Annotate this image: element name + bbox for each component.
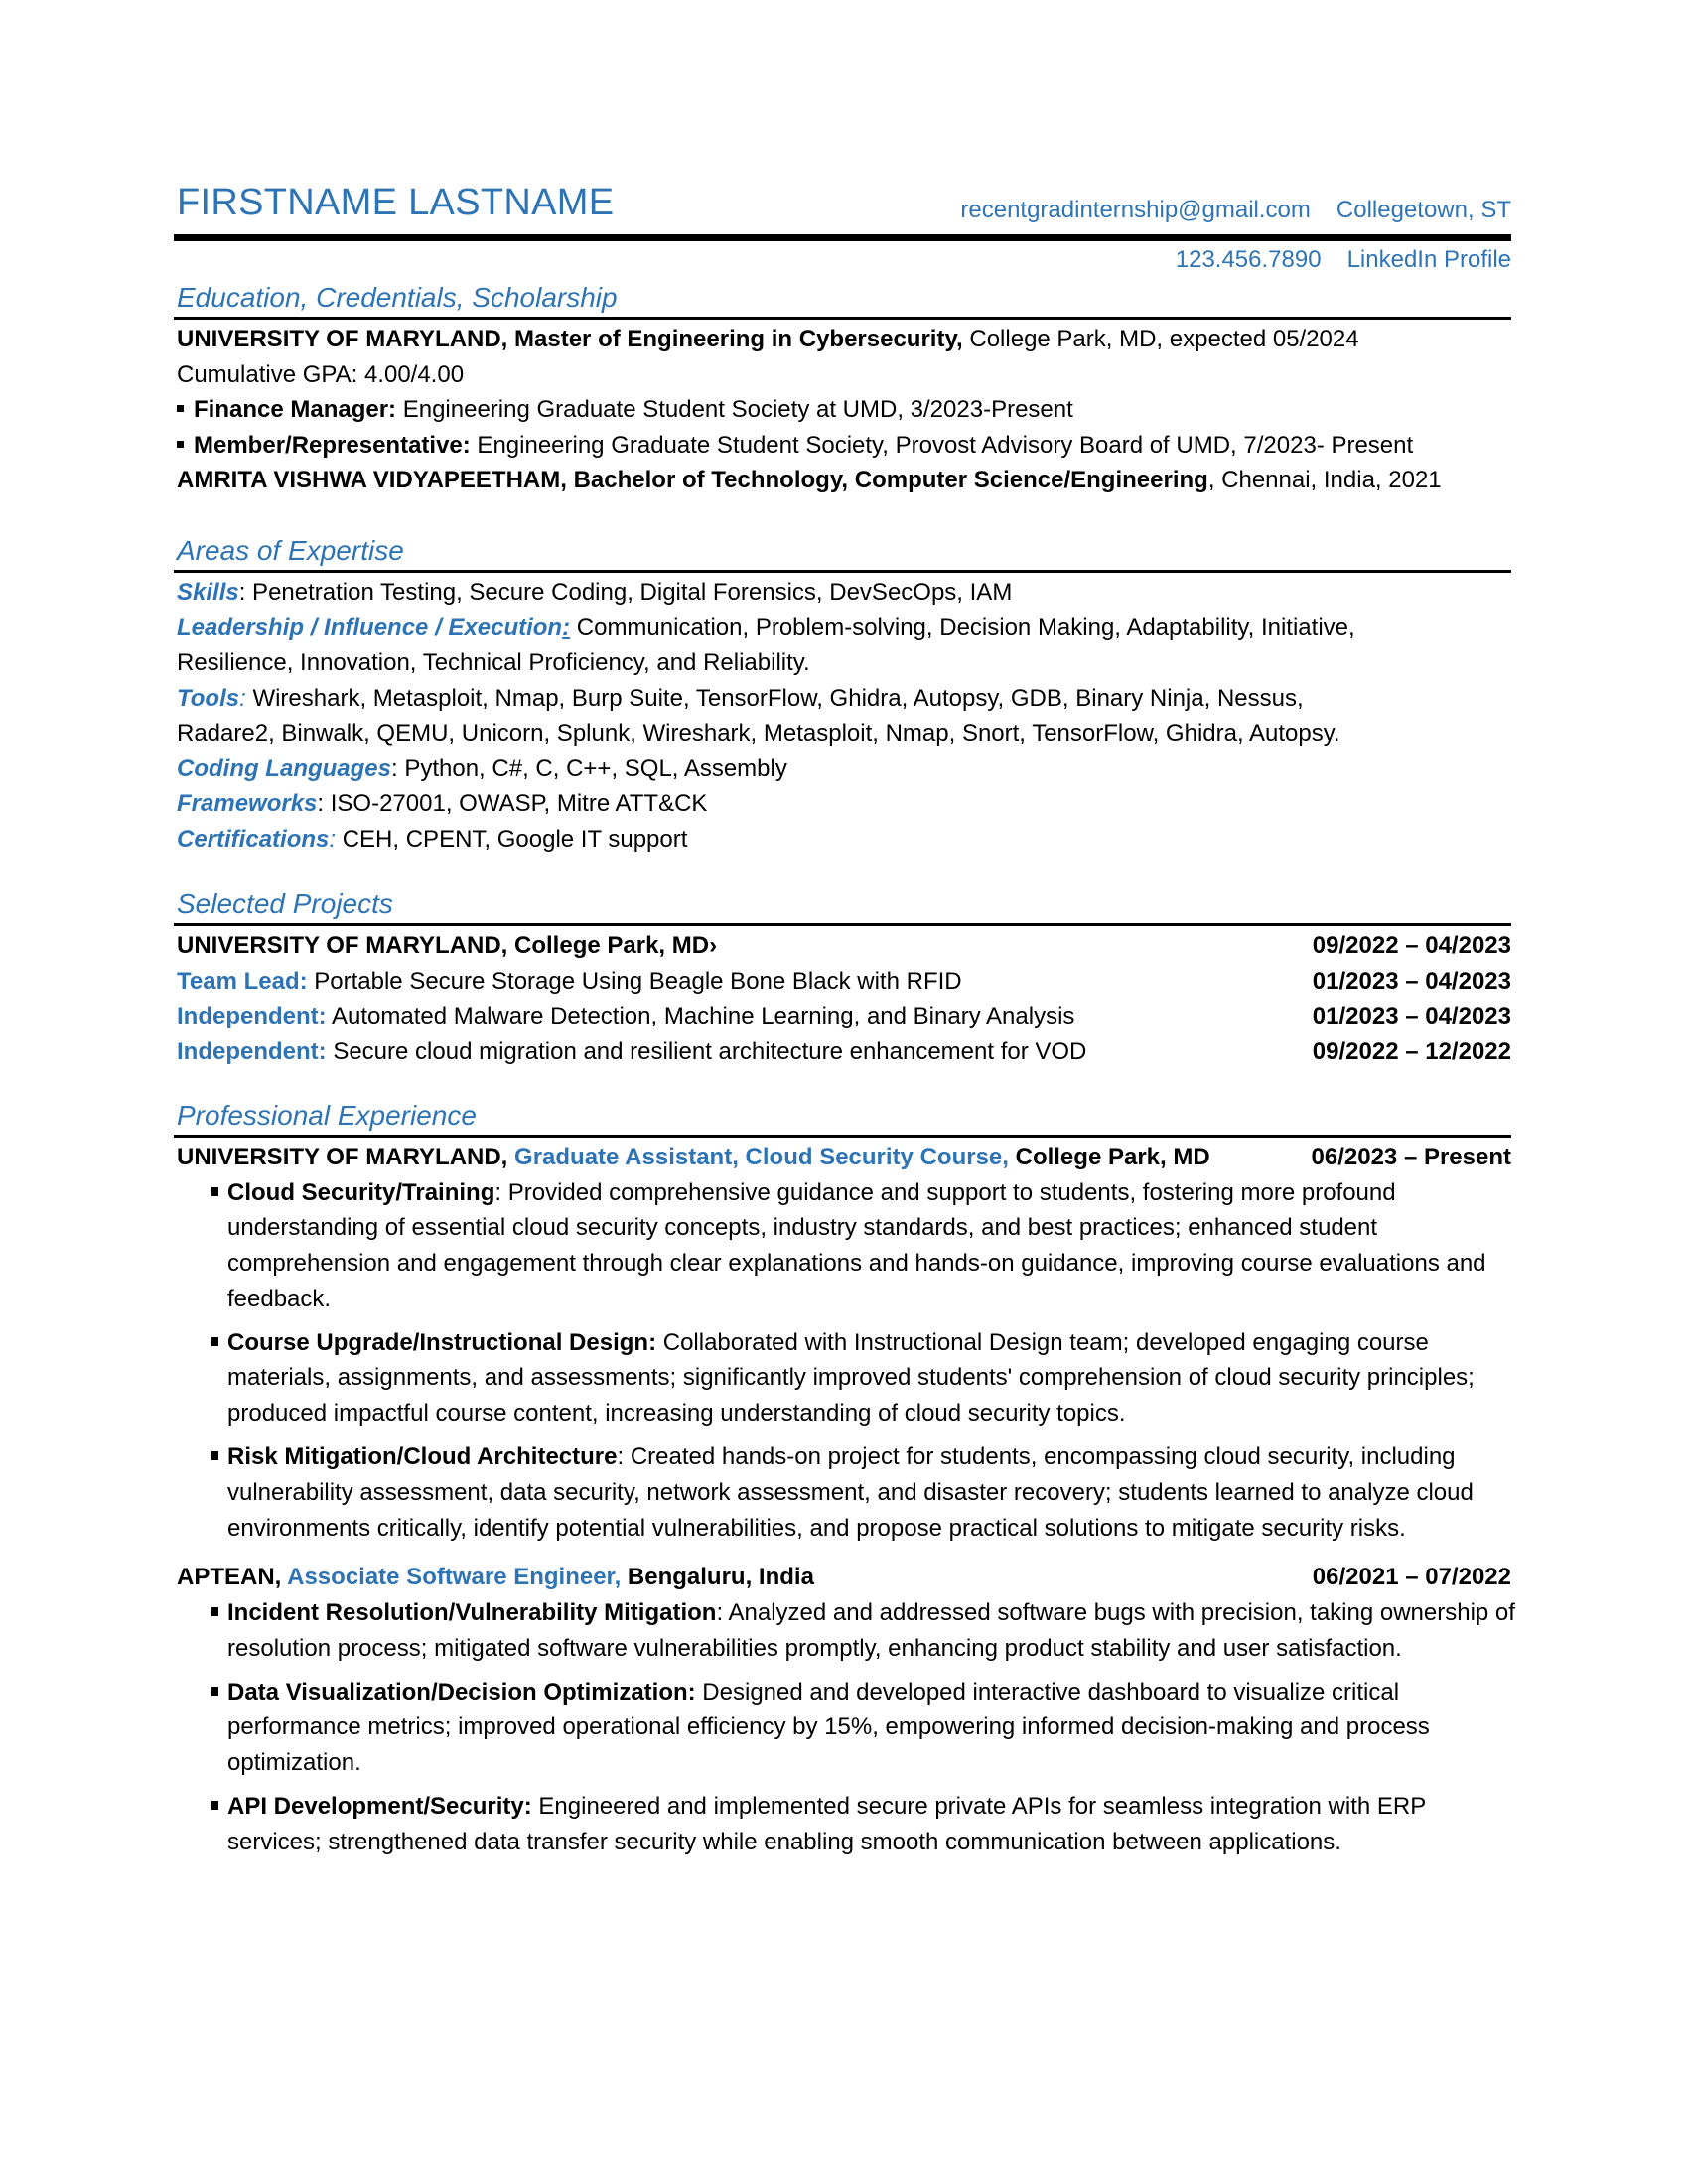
school-name: UNIVERSITY OF MARYLAND, — [177, 326, 515, 352]
degree-details: , Chennai, India, 2021 — [1207, 467, 1442, 493]
expertise-text: Wireshark, Metasploit, Nmap, Burp Suite, TensorFlow, Ghidra, Autopsy, GDB, Binary Ninja, Nessus, — [245, 684, 1304, 712]
expertise-label: Certifications — [177, 825, 330, 853]
school-name: AMRITA VISHWA VIDYAPEETHAM, — [177, 467, 574, 493]
square-bullet-icon — [211, 1337, 218, 1346]
job-header — [177, 1560, 1511, 1595]
bullet-label: Risk Mitigation/Cloud Architecture — [227, 1443, 618, 1471]
location-text: Collegetown, ST — [1336, 197, 1511, 223]
education-entry-umd — [177, 322, 1511, 357]
contact-line-2 — [1176, 246, 1511, 274]
square-bullet-icon — [177, 405, 184, 412]
square-bullet-icon — [211, 1801, 218, 1810]
square-bullet-icon — [177, 441, 184, 448]
header-divider — [174, 234, 1511, 241]
expertise-label: Frameworks — [177, 790, 318, 817]
expertise-item-certifications — [177, 822, 1511, 858]
education-role — [177, 428, 1511, 464]
expertise-sep: : — [238, 579, 246, 606]
job-location: Bengaluru, India — [621, 1564, 814, 1591]
job-entry — [177, 1560, 1515, 1859]
bullet-sep: : — [617, 1443, 625, 1471]
project-row — [177, 1034, 1511, 1070]
project-date: 01/2023 – 04/2023 — [1312, 967, 1511, 995]
job-bullet — [177, 1175, 1518, 1317]
expertise-sep: : — [239, 684, 246, 712]
job-header — [177, 1140, 1511, 1175]
square-bullet-icon — [211, 1187, 218, 1196]
expertise-label: Tools — [177, 684, 240, 712]
contact-line-1 — [960, 197, 1511, 224]
job-bullets — [177, 1175, 1511, 1547]
expertise-text: ISO-27001, OWASP, Mitre ATT&CK — [324, 790, 708, 817]
expertise-section — [177, 532, 1511, 857]
job-org: APTEAN, — [177, 1564, 288, 1591]
expertise-sep: : — [317, 790, 325, 817]
expertise-label: Coding Languages — [177, 754, 391, 782]
expertise-text-continued: Resilience, Innovation, Technical Proficiency, and Reliability. — [177, 649, 810, 676]
linkedin-link[interactable]: LinkedIn Profile — [1346, 246, 1511, 273]
bullet-text: Engineered and implemented secure private APIs for seamless integration with ERP services; strengthened data transfer security while enabling smooth communication between applications. — [227, 1792, 1426, 1855]
expertise-item-frameworks — [177, 786, 1511, 822]
email-link[interactable]: recentgradinternship@gmail.com — [960, 197, 1311, 223]
expertise-text: Penetration Testing, Secure Coding, Digital Forensics, DevSecOps, IAM — [245, 579, 1013, 606]
degree-details: College Park, MD, expected 05/2024 — [962, 326, 1359, 352]
bullet-label: Incident Resolution/Vulnerability Mitigation — [227, 1598, 717, 1626]
bullet-sep: : — [716, 1598, 724, 1626]
role-text: Engineering Graduate Student Society, Provost Advisory Board of UMD, 7/2023- Present — [470, 431, 1414, 459]
bullet-text: Created hands-on project for students, encompassing cloud security, including vulnerability assessment, data security, network assessment, and disaster recovery; students learned to analyze cloud environments critically, identify potential vulnerabilities, and propose practical solutions to mitigate security risks. — [227, 1443, 1474, 1542]
bullet-text: Designed and developed interactive dashboard to visualize critical performance metrics; improved operational efficiency by 15%, empowering informed decision-making and process optimization. — [227, 1678, 1430, 1777]
expertise-label: Leadership / Influence / Execution — [177, 614, 563, 641]
expertise-text: Python, C#, C, C++, SQL, Assembly — [397, 754, 787, 782]
job-bullet — [177, 1439, 1518, 1546]
degree-name: Bachelor of Technology, Computer Science/Engineering — [573, 467, 1208, 493]
job-date: 06/2023 – Present — [1311, 1144, 1511, 1170]
section-divider — [174, 1135, 1511, 1138]
expertise-item-languages — [177, 751, 1511, 787]
role-text: Engineering Graduate Student Society at UMD, 3/2023-Present — [396, 396, 1073, 423]
bullet-label: Course Upgrade/Instructional Design: — [227, 1328, 657, 1356]
project-title: Automated Malware Detection, Machine Learning, and Binary Analysis — [326, 1003, 1075, 1029]
section-title-education: Education, Credentials, Scholarship — [177, 282, 618, 313]
role-label: Member/Representative: — [194, 431, 471, 459]
job-bullet — [177, 1675, 1518, 1781]
project-org: UNIVERSITY OF MARYLAND, College Park, MD› — [177, 932, 718, 959]
gpa-text: Cumulative GPA: 4.00/4.00 — [177, 360, 465, 388]
square-bullet-icon — [211, 1607, 218, 1616]
expertise-text-continued: Radare2, Binwalk, QEMU, Unicorn, Splunk, Wireshark, Metasploit, Nmap, Snort, TensorFlow, Ghidra, Autopsy. — [177, 720, 1340, 747]
job-org: UNIVERSITY OF MARYLAND, — [177, 1144, 515, 1170]
expertise-item-leadership — [177, 611, 1511, 646]
project-date: 01/2023 – 04/2023 — [1312, 1003, 1511, 1029]
project-role: Independent: — [177, 1037, 327, 1065]
project-row — [177, 964, 1511, 1000]
bullet-label: Cloud Security/Training — [227, 1178, 495, 1206]
expertise-sep: : — [391, 754, 398, 782]
expertise-sep: : — [562, 614, 571, 641]
bullet-sep: : — [494, 1178, 502, 1206]
job-role: Associate Software Engineer, — [287, 1564, 622, 1591]
education-role — [177, 392, 1511, 428]
job-bullets — [177, 1595, 1515, 1860]
project-date: 09/2022 – 04/2023 — [1312, 932, 1511, 959]
job-date: 06/2021 – 07/2022 — [1312, 1564, 1511, 1591]
section-title-expertise: Areas of Expertise — [177, 535, 404, 566]
project-date: 09/2022 – 12/2022 — [1312, 1037, 1511, 1065]
project-title: Portable Secure Storage Using Beagle Bone Black with RFID — [307, 967, 962, 995]
role-label: Finance Manager: — [194, 396, 397, 423]
project-row — [177, 999, 1511, 1034]
job-location: College Park, MD — [1008, 1144, 1210, 1170]
job-bullet — [177, 1595, 1518, 1667]
phone-text: 123.456.7890 — [1175, 246, 1322, 273]
job-entry — [177, 1140, 1511, 1546]
candidate-name: FIRSTNAME LASTNAME — [177, 182, 615, 223]
section-divider — [174, 317, 1511, 320]
job-bullet — [177, 1325, 1518, 1432]
bullet-label: API Development/Security: — [227, 1792, 532, 1820]
section-title-projects: Selected Projects — [177, 888, 393, 919]
square-bullet-icon — [211, 1451, 218, 1460]
expertise-label: Skills — [177, 579, 239, 606]
square-bullet-icon — [211, 1687, 218, 1696]
job-bullet — [177, 1789, 1518, 1860]
education-section — [177, 279, 1511, 498]
bullet-text: Provided comprehensive guidance and support to students, fostering more profound understanding of essential cloud security concepts, industry standards, and best practices; enhanced student comprehension and engagement through clear explanations and hands-on guidance, improving course evaluations and feedback. — [227, 1178, 1486, 1312]
section-divider — [174, 570, 1511, 573]
degree-name: Master of Engineering in Cybersecurity, — [514, 326, 963, 352]
project-role: Team Lead: — [177, 967, 308, 995]
project-org-row — [177, 928, 1511, 964]
project-role: Independent: — [177, 1003, 327, 1029]
expertise-item-tools — [177, 681, 1511, 717]
bullet-label: Data Visualization/Decision Optimization: — [227, 1678, 696, 1706]
expertise-sep: : — [329, 825, 337, 853]
bullet-text: Analyzed and addressed software bugs with precision, taking ownership of resolution process; mitigated software vulnerabilities promptly, enhancing product stability and user satisfaction. — [227, 1598, 1515, 1662]
section-divider — [174, 923, 1511, 926]
experience-section — [177, 1097, 1515, 1868]
bullet-text: Collaborated with Instructional Design team; developed engaging course materials, assignments, and assessments; significantly improved students' comprehension of cloud security principles; produced impactful course content, increasing understanding of cloud security topics. — [227, 1328, 1475, 1428]
expertise-item-skills — [177, 575, 1511, 611]
expertise-text: Communication, Problem-solving, Decision Making, Adaptability, Initiative, — [570, 614, 1355, 641]
section-title-experience: Professional Experience — [177, 1100, 477, 1131]
expertise-text: CEH, CPENT, Google IT support — [336, 825, 688, 853]
job-role: Graduate Assistant, Cloud Security Course, — [514, 1144, 1009, 1170]
projects-section — [177, 886, 1511, 1069]
project-title: Secure cloud migration and resilient architecture enhancement for VOD — [326, 1037, 1087, 1065]
education-entry-amrita — [177, 463, 1511, 498]
